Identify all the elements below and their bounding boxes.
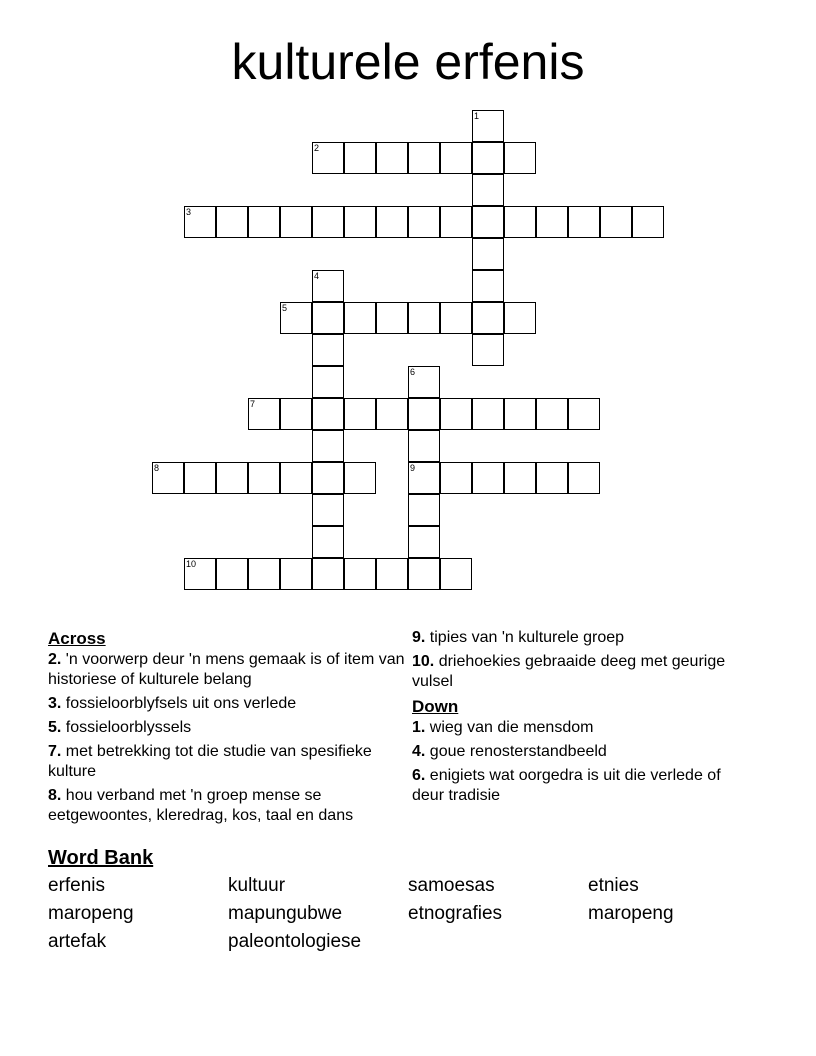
crossword-cell[interactable] bbox=[376, 206, 408, 238]
crossword-cell[interactable] bbox=[472, 110, 504, 142]
cell-number: 2 bbox=[314, 143, 320, 153]
crossword-cell[interactable] bbox=[472, 334, 504, 366]
down-clue bbox=[412, 766, 752, 806]
crossword-cell[interactable] bbox=[280, 302, 312, 334]
crossword-cell[interactable] bbox=[344, 398, 376, 430]
crossword-cell[interactable] bbox=[344, 302, 376, 334]
crossword-cell[interactable] bbox=[248, 398, 280, 430]
crossword-cell[interactable] bbox=[408, 206, 440, 238]
clue-text: driehoekies gebraaide deeg met geurige vulsel bbox=[412, 653, 726, 690]
clue-number: 5. bbox=[48, 719, 62, 736]
clue-text: tipies van 'n kulturele groep bbox=[429, 629, 625, 646]
crossword-cell[interactable] bbox=[280, 206, 312, 238]
crossword-cell[interactable] bbox=[536, 462, 568, 494]
crossword-cell[interactable] bbox=[248, 462, 280, 494]
clue-number: 7. bbox=[48, 743, 62, 760]
crossword-cell[interactable] bbox=[312, 430, 344, 462]
crossword-cell[interactable] bbox=[184, 558, 216, 590]
crossword-cell[interactable] bbox=[184, 462, 216, 494]
crossword-cell[interactable] bbox=[440, 558, 472, 590]
crossword-cell[interactable] bbox=[216, 462, 248, 494]
crossword-cell[interactable] bbox=[408, 142, 440, 174]
clue-text: 'n voorwerp deur 'n mens gemaak is of item van historiese of kulturele belang bbox=[48, 651, 405, 688]
crossword-cell[interactable] bbox=[568, 398, 600, 430]
crossword-cell[interactable] bbox=[472, 270, 504, 302]
crossword-cell[interactable] bbox=[408, 302, 440, 334]
crossword-cell[interactable] bbox=[440, 302, 472, 334]
clue-text: fossieloorblyssels bbox=[65, 719, 192, 736]
crossword-cell[interactable] bbox=[280, 398, 312, 430]
clue-number: 2. bbox=[48, 651, 62, 668]
cell-number: 4 bbox=[314, 271, 320, 281]
crossword-cell[interactable] bbox=[312, 462, 344, 494]
clue-text: met betrekking tot die studie van spesifieke kulture bbox=[48, 743, 372, 780]
down-clue bbox=[412, 742, 752, 762]
crossword-cell[interactable] bbox=[440, 462, 472, 494]
crossword-cell[interactable] bbox=[440, 206, 472, 238]
crossword-cell[interactable] bbox=[408, 558, 440, 590]
word-bank bbox=[48, 846, 768, 954]
clue-text: enigiets wat oorgedra is uit die verlede of deur tradisie bbox=[412, 767, 721, 804]
crossword-cell[interactable] bbox=[504, 302, 536, 334]
crossword-cell[interactable] bbox=[312, 366, 344, 398]
word-bank-item: kultuur bbox=[228, 875, 286, 896]
crossword-cell[interactable] bbox=[312, 334, 344, 366]
crossword-cell[interactable] bbox=[216, 558, 248, 590]
crossword-cell[interactable] bbox=[312, 302, 344, 334]
clue-number: 9. bbox=[412, 629, 426, 646]
crossword-cell[interactable] bbox=[408, 366, 440, 398]
word-bank-item: paleontologiese bbox=[228, 931, 362, 952]
word-bank-item: maropeng bbox=[588, 903, 674, 924]
word-bank-item: etnies bbox=[588, 875, 639, 896]
across-clue bbox=[412, 628, 752, 648]
crossword-cell[interactable] bbox=[600, 206, 632, 238]
cell-number: 9 bbox=[410, 463, 416, 473]
page-title: kulturele erfenis bbox=[231, 34, 585, 90]
crossword-cell[interactable] bbox=[472, 174, 504, 206]
crossword-cell[interactable] bbox=[472, 302, 504, 334]
crossword-cell[interactable] bbox=[472, 398, 504, 430]
clue-number: 4. bbox=[412, 743, 426, 760]
crossword-cell[interactable] bbox=[312, 142, 344, 174]
word-bank-item: etnografies bbox=[408, 903, 503, 924]
across-heading: Across bbox=[48, 629, 106, 648]
crossword-cell[interactable] bbox=[568, 206, 600, 238]
word-bank-item: samoesas bbox=[408, 875, 495, 896]
crossword-cell[interactable] bbox=[312, 398, 344, 430]
clues-section bbox=[48, 628, 768, 838]
cell-number: 8 bbox=[154, 463, 160, 473]
word-bank-item: artefak bbox=[48, 931, 107, 952]
word-bank-list bbox=[48, 874, 768, 954]
crossword-cell[interactable] bbox=[472, 462, 504, 494]
crossword-cell[interactable] bbox=[440, 142, 472, 174]
cell-number: 3 bbox=[186, 207, 192, 217]
crossword-cell[interactable] bbox=[312, 206, 344, 238]
down-heading: Down bbox=[412, 697, 459, 716]
crossword-cell[interactable] bbox=[312, 526, 344, 558]
crossword-cell[interactable] bbox=[216, 206, 248, 238]
down-clue bbox=[412, 718, 752, 738]
clues-right-column bbox=[412, 628, 752, 810]
crossword-cell[interactable] bbox=[472, 238, 504, 270]
across-clue bbox=[48, 786, 408, 826]
clue-number: 8. bbox=[48, 787, 62, 804]
crossword-cell[interactable] bbox=[440, 398, 472, 430]
crossword-cell[interactable] bbox=[472, 206, 504, 238]
crossword-cell[interactable] bbox=[504, 206, 536, 238]
cell-number: 6 bbox=[410, 367, 416, 377]
crossword-cell[interactable] bbox=[408, 430, 440, 462]
word-bank-heading: Word Bank bbox=[48, 847, 154, 869]
crossword-cell[interactable] bbox=[280, 462, 312, 494]
crossword-cell[interactable] bbox=[344, 206, 376, 238]
crossword-cell[interactable] bbox=[408, 494, 440, 526]
crossword-cell[interactable] bbox=[152, 462, 184, 494]
across-clue bbox=[48, 742, 408, 782]
clue-text: fossieloorblyfsels uit ons verlede bbox=[65, 695, 297, 712]
crossword-cell[interactable] bbox=[472, 142, 504, 174]
crossword-cell[interactable] bbox=[504, 142, 536, 174]
across-clue bbox=[412, 652, 752, 692]
crossword-cell[interactable] bbox=[248, 558, 280, 590]
crossword-cell[interactable] bbox=[184, 206, 216, 238]
clues-left-column bbox=[48, 628, 408, 830]
crossword-cell[interactable] bbox=[536, 398, 568, 430]
clue-text: hou verband met 'n groep mense se eetgewoontes, kleredrag, kos, taal en dans bbox=[48, 787, 354, 824]
crossword-cell[interactable] bbox=[408, 526, 440, 558]
clue-number: 10. bbox=[412, 653, 435, 670]
crossword-cell[interactable] bbox=[376, 302, 408, 334]
crossword-cell[interactable] bbox=[312, 558, 344, 590]
crossword-cell[interactable] bbox=[312, 494, 344, 526]
crossword-cell[interactable] bbox=[408, 398, 440, 430]
crossword-cell[interactable] bbox=[504, 462, 536, 494]
crossword-cell[interactable] bbox=[536, 206, 568, 238]
crossword-cell[interactable] bbox=[376, 398, 408, 430]
clue-number: 6. bbox=[412, 767, 426, 784]
crossword-cell[interactable] bbox=[248, 206, 280, 238]
crossword-cell[interactable] bbox=[376, 142, 408, 174]
crossword-cell[interactable] bbox=[408, 462, 440, 494]
clue-number: 1. bbox=[412, 719, 426, 736]
word-bank-item: mapungubwe bbox=[228, 903, 343, 924]
clue-number: 3. bbox=[48, 695, 62, 712]
crossword-cell[interactable] bbox=[344, 558, 376, 590]
cell-number: 1 bbox=[474, 111, 480, 121]
across-clue bbox=[48, 694, 408, 714]
crossword-cell[interactable] bbox=[632, 206, 664, 238]
across-clue bbox=[48, 718, 408, 738]
crossword-cell[interactable] bbox=[312, 270, 344, 302]
word-bank-item: erfenis bbox=[48, 875, 106, 896]
crossword-cell[interactable] bbox=[280, 558, 312, 590]
cell-number: 7 bbox=[250, 399, 256, 409]
word-bank-item: maropeng bbox=[48, 903, 134, 924]
cell-number: 5 bbox=[282, 303, 288, 313]
clue-text: goue renosterstandbeeld bbox=[429, 743, 607, 760]
crossword-cell[interactable] bbox=[568, 462, 600, 494]
crossword-cell[interactable] bbox=[344, 462, 376, 494]
crossword-cell[interactable] bbox=[344, 142, 376, 174]
clue-text: wieg van die mensdom bbox=[429, 719, 594, 736]
across-clue bbox=[48, 650, 408, 690]
crossword-cell[interactable] bbox=[504, 398, 536, 430]
cell-number: 10 bbox=[186, 559, 197, 569]
crossword-cell[interactable] bbox=[376, 558, 408, 590]
